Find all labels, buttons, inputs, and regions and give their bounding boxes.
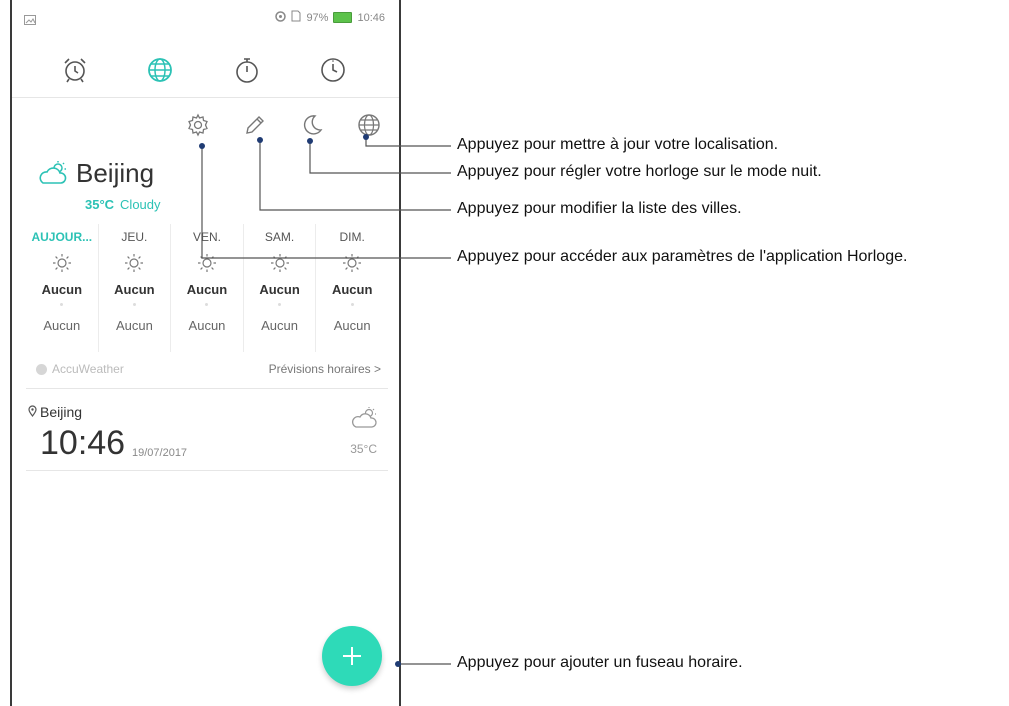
weather-header: [36, 158, 154, 193]
forecast-day-label: AUJOUR...: [31, 230, 93, 244]
cloudy-weather-icon: [36, 160, 70, 193]
stopwatch-icon: [232, 55, 262, 85]
clock-city-name: Beijing: [40, 404, 83, 420]
forecast-day: [171, 224, 244, 352]
provider-name: AccuWeather: [52, 362, 124, 376]
sunny-icon: [316, 253, 388, 275]
forecast-separator: [278, 303, 281, 306]
forecast-high: Aucun: [114, 282, 155, 297]
forecast-day-label: VEN.: [192, 230, 221, 244]
forecast-low: Aucun: [188, 318, 226, 333]
clock-city: [28, 404, 82, 420]
plus-icon: [340, 644, 364, 668]
tab-bar: [12, 50, 399, 92]
location-pin-icon: [28, 404, 37, 420]
forecast-high: Aucun: [259, 282, 300, 297]
callout-location: Appuyez pour mettre à jour votre localisation.: [457, 136, 779, 153]
forecast-day: [26, 224, 99, 352]
weather-summary: [85, 197, 161, 212]
forecast-table: [26, 224, 388, 352]
tab-divider: [12, 97, 399, 98]
sim-icon: [291, 10, 301, 25]
gear-icon: [186, 113, 210, 137]
night-mode-button[interactable]: [297, 110, 327, 140]
forecast-separator: [351, 303, 354, 306]
timer-icon: [318, 55, 348, 85]
tab-timer[interactable]: [313, 50, 353, 90]
forecast-separator: [60, 303, 63, 306]
gallery-icon: [24, 12, 36, 30]
hourly-forecast-link[interactable]: Prévisions horaires >: [268, 362, 381, 376]
add-timezone-button[interactable]: [322, 626, 382, 686]
forecast-low: Aucun: [261, 318, 299, 333]
sunny-icon: [171, 253, 243, 275]
sunny-icon: [99, 253, 171, 275]
settings-button[interactable]: [183, 110, 213, 140]
weather-city-name: Beijing: [76, 158, 155, 188]
status-bar: [12, 0, 399, 40]
forecast-separator: [133, 303, 136, 306]
forecast-low: Aucun: [115, 318, 153, 333]
forecast-day: [244, 224, 317, 352]
clock-weather-cloudy-icon: [351, 406, 379, 435]
callout-night: Appuyez pour régler votre horloge sur le mode nuit.: [457, 163, 822, 180]
forecast-day: [99, 224, 172, 352]
tab-alarm[interactable]: [55, 50, 95, 90]
alarm-icon: [60, 55, 90, 85]
clock-temperature: 35°C: [350, 442, 377, 456]
forecast-day-label: SAM.: [264, 230, 295, 244]
clock-date: 19/07/2017: [132, 447, 188, 459]
battery-icon: [333, 12, 352, 23]
sunny-icon: [26, 253, 98, 275]
callout-edit: Appuyez pour modifier la liste des villes.: [457, 200, 742, 217]
weather-condition: Cloudy: [120, 197, 161, 212]
world-clock-icon: [145, 55, 175, 85]
weather-temperature: 35°C: [85, 197, 115, 212]
forecast-high: Aucun: [41, 282, 83, 297]
forecast-day-label: JEU.: [121, 230, 148, 244]
battery-percent: 97%: [306, 11, 329, 24]
callout-add: Appuyez pour ajouter un fuseau horaire.: [457, 654, 743, 671]
forecast-separator: [205, 303, 208, 306]
forecast-day: [316, 224, 388, 352]
forecast-day-label: DIM.: [339, 230, 365, 244]
weather-divider: [26, 388, 388, 389]
callout-settings: Appuyez pour accéder aux paramètres de l'application Horloge.: [457, 248, 908, 265]
accuweather-logo-icon: [36, 364, 47, 375]
clock-divider: [26, 470, 388, 471]
forecast-high: Aucun: [186, 282, 228, 297]
forecast-high: Aucun: [331, 282, 373, 297]
tab-stopwatch[interactable]: [227, 50, 267, 90]
edit-cities-button[interactable]: [240, 110, 270, 140]
pencil-icon: [243, 113, 267, 137]
globe-icon: [356, 112, 382, 138]
weather-provider[interactable]: [36, 362, 124, 376]
phone-screen: [10, 0, 401, 706]
forecast-low: Aucun: [333, 318, 371, 333]
status-right: [275, 10, 385, 25]
clock-time: 10:46: [40, 424, 126, 462]
status-time: 10:46: [357, 11, 385, 24]
forecast-low: Aucun: [43, 318, 81, 333]
tab-world-clock[interactable]: [140, 50, 180, 90]
update-location-button[interactable]: [354, 110, 384, 140]
sunny-icon: [244, 253, 316, 275]
sync-icon: [275, 11, 286, 25]
moon-icon: [300, 113, 324, 137]
